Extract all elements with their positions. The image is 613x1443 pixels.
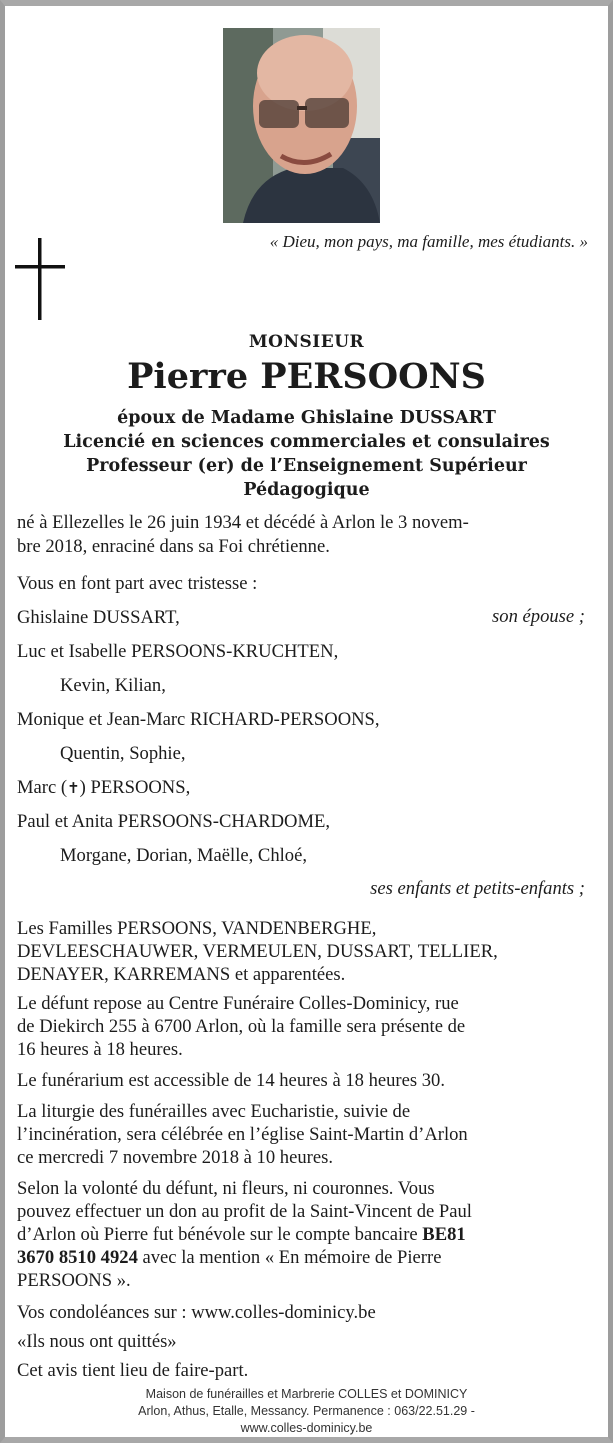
grandchildren: Quentin, Sophie, (60, 743, 186, 764)
footer-website[interactable]: www.colles-dominicy.be (240, 1421, 373, 1435)
notice-line: Cet avis tient lieu de faire-part. (17, 1360, 249, 1381)
family-member: Ghislaine DUSSART, (17, 607, 180, 628)
family-member: Paul et Anita PERSOONS-CHARDOME, (17, 811, 331, 832)
families-line: DENAYER, KARREMANS et apparentées. (17, 964, 346, 985)
family-member-part: ) PERSOONS, (79, 777, 191, 798)
wishes-line: pouvez effectuer un don au profit de la Saint-Vincent de Paul (17, 1201, 472, 1222)
section-label: «Ils nous ont quittés» (17, 1331, 177, 1352)
profession-line: Professeur (er) de l’Enseignement Supérieur (86, 456, 527, 476)
repose-line: de Diekirch 255 à 6700 Arlon, où la famille sera présente de (17, 1016, 466, 1037)
condolences-link[interactable]: Vos condoléances sur : www.colles-dominicy.be (17, 1302, 376, 1323)
wishes-line (17, 1223, 585, 1247)
family-member: Monique et Jean-Marc RICHARD-PERSOONS, (17, 709, 380, 730)
wishes-text: avec la mention « En mémoire de Pierre (137, 1247, 442, 1268)
epigraph-quote: « Dieu, mon pays, ma famille, mes étudiants. » (269, 232, 588, 251)
birth-death-line-2: bre 2018, enraciné dans sa Foi chrétienne. (17, 536, 330, 557)
spouse-line: époux de Madame Ghislaine DUSSART (117, 408, 496, 428)
liturgy-line: La liturgie des funérailles avec Eucharistie, suivie de (17, 1101, 411, 1122)
degree-line: Licencié en sciences commerciales et consulaires (63, 432, 550, 452)
wishes-line: PERSOONS ». (17, 1270, 131, 1291)
repose-line: Le défunt repose au Centre Funéraire Colles-Dominicy, rue (17, 993, 459, 1014)
liturgy-line: ce mercredi 7 novembre 2018 à 10 heures. (17, 1147, 333, 1168)
funerarium-hours: Le funérarium est accessible de 14 heures à 18 heures 30. (17, 1070, 446, 1091)
honorific-title: MONSIEUR (248, 332, 365, 352)
cross-icon (15, 238, 65, 320)
family-member-part: Marc ( (17, 777, 68, 798)
wishes-line (17, 1246, 585, 1270)
families-line: DEVLEESCHAUWER, VERMEULEN, DUSSART, TELLIER, (17, 941, 498, 962)
wishes-line: Selon la volonté du défunt, ni fleurs, ni couronnes. Vous (17, 1178, 435, 1199)
family-member: Luc et Isabelle PERSOONS-KRUCHTEN, (17, 641, 339, 662)
announcement: Vous en font part avec tristesse : (17, 573, 258, 594)
footer-line: Arlon, Athus, Etalle, Messancy. Permanence : 063/22.51.29 - (138, 1404, 475, 1418)
small-cross-icon: ✝ (67, 779, 80, 797)
deceased-name: Pierre PERSOONS (127, 356, 486, 397)
birth-death-line-1: né à Ellezelles le 26 juin 1934 et décédé à Arlon le 3 novem- (17, 512, 469, 533)
family-member (17, 776, 585, 801)
footer-line: Maison de funérailles et Marbrerie COLLES et DOMINICY (145, 1387, 468, 1401)
wishes-text: d’Arlon où Pierre fut bénévole sur le compte bancaire (17, 1224, 423, 1245)
profession-line-2: Pédagogique (243, 480, 370, 500)
families-line: Les Familles PERSOONS, VANDENBERGHE, (17, 918, 377, 939)
portrait-photo (223, 28, 380, 223)
family-role: son épouse ; (492, 606, 585, 627)
grandchildren: Kevin, Kilian, (60, 675, 166, 696)
bank-account-part: BE81 (422, 1224, 466, 1245)
liturgy-line: l’incinération, sera célébrée en l’église Saint-Martin d’Arlon (17, 1124, 468, 1145)
bank-account-part: 3670 8510 4924 (17, 1247, 138, 1268)
children-role: ses enfants et petits-enfants ; (370, 878, 585, 899)
grandchildren: Morgane, Dorian, Maëlle, Chloé, (60, 845, 307, 866)
repose-line: 16 heures à 18 heures. (17, 1039, 183, 1060)
